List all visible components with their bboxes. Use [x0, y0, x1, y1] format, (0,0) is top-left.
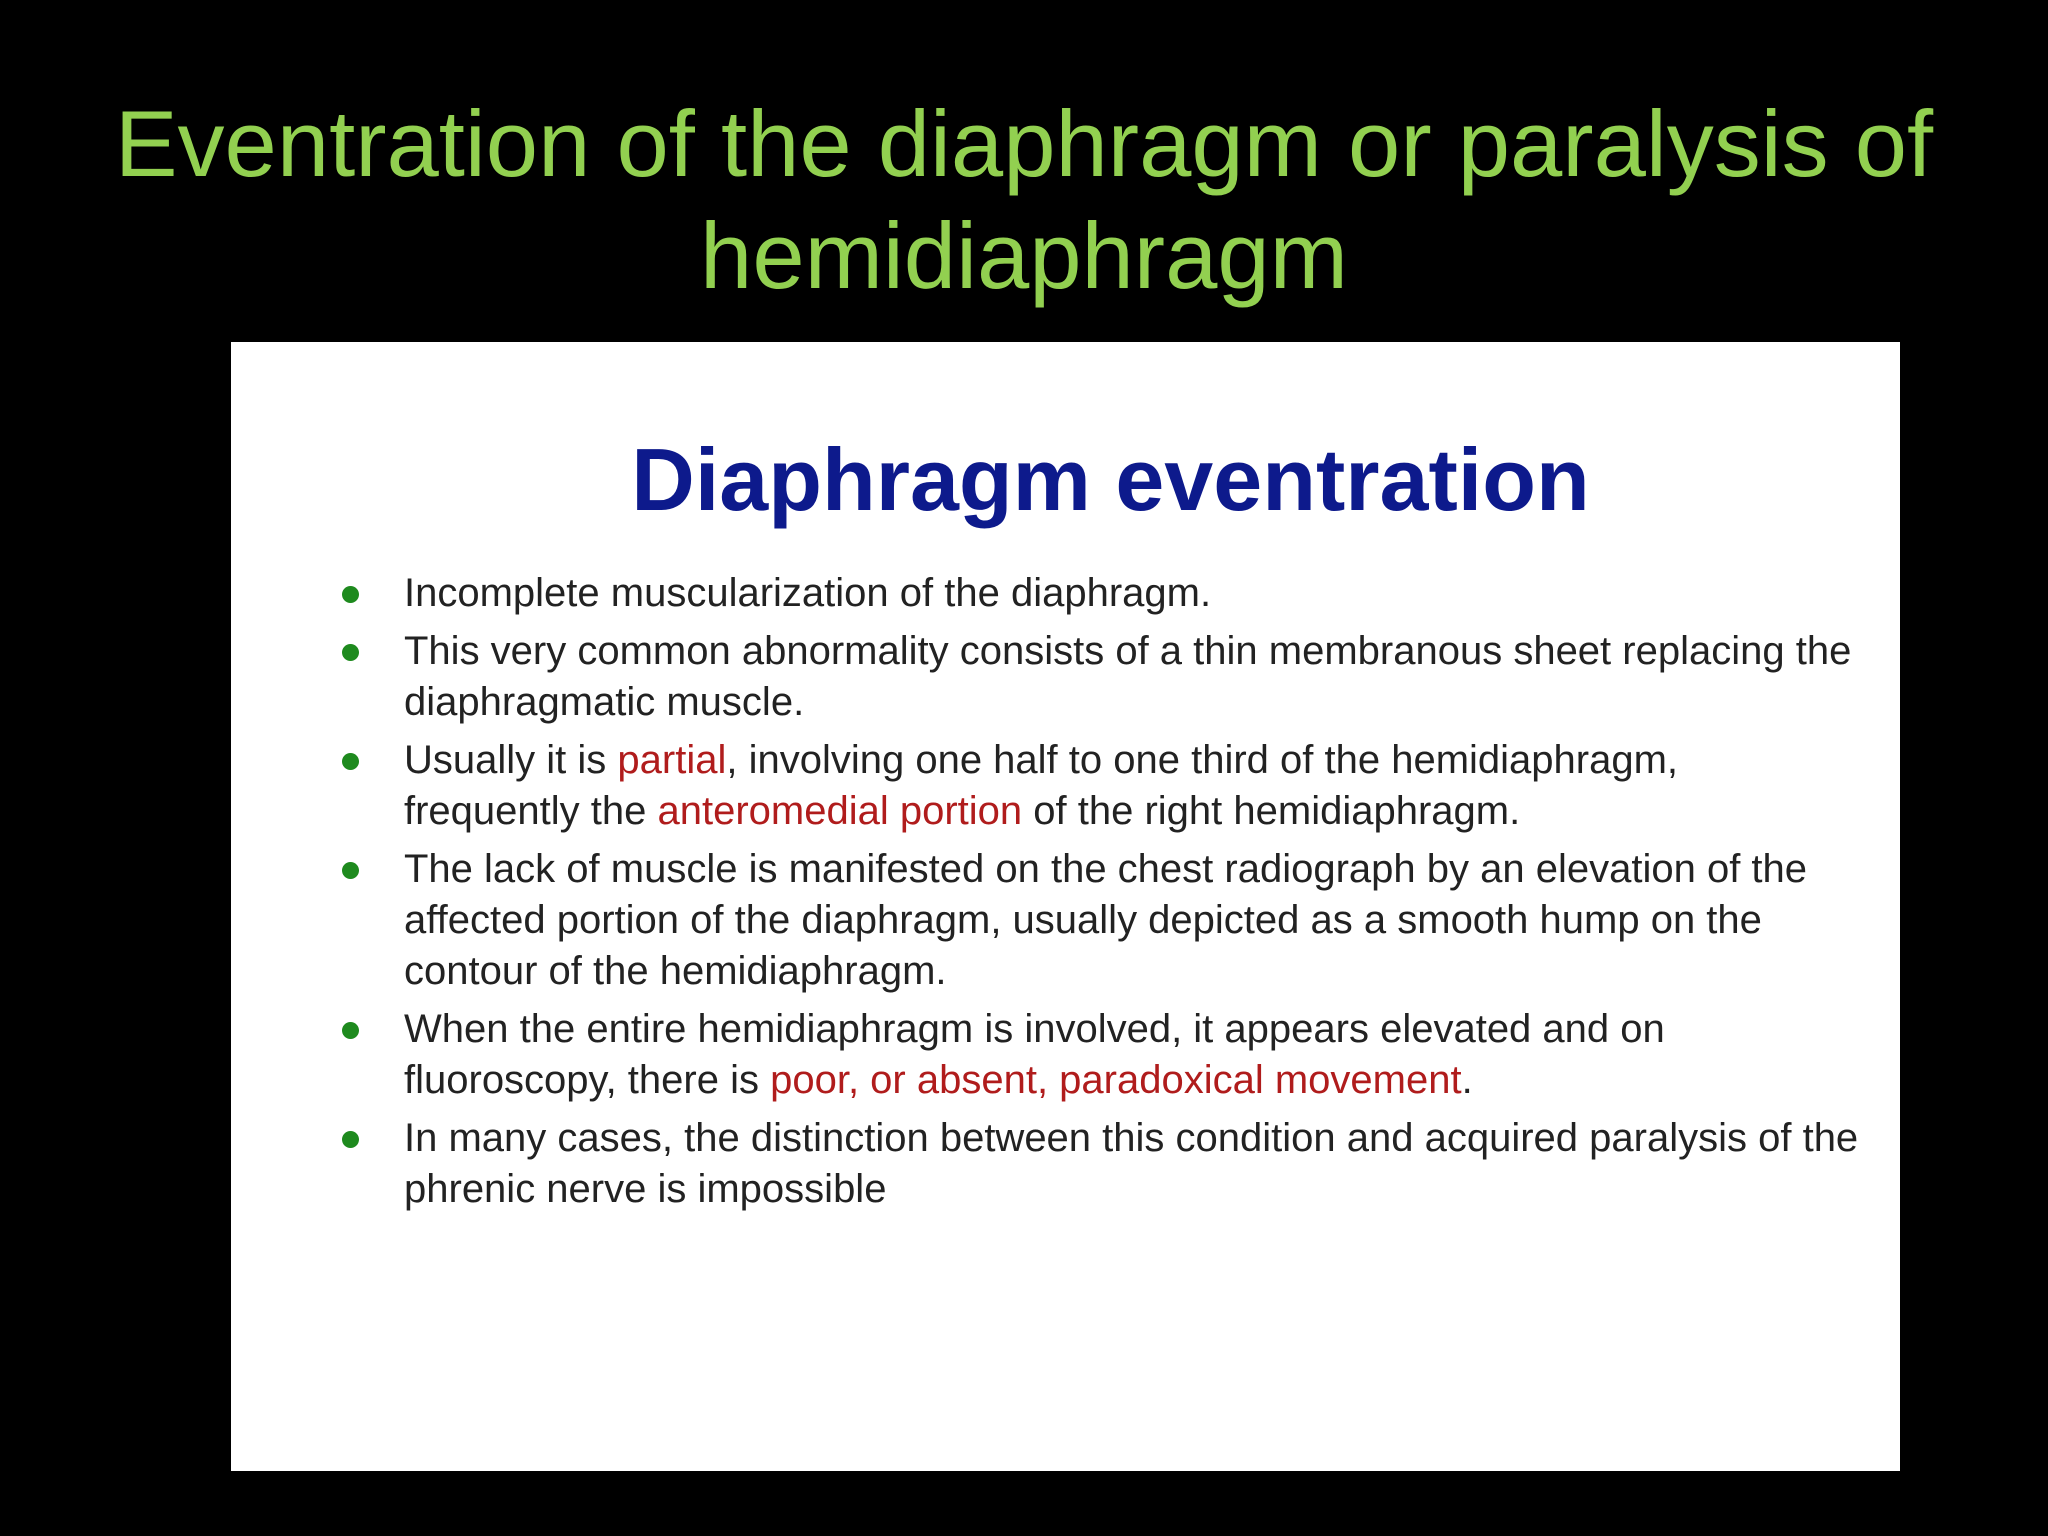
slide-title: Eventration of the diaphragm or paralysis of hemidiaphragm: [114, 91, 1934, 308]
bullet-dot-icon: [342, 753, 359, 770]
bullet-dot-icon: [342, 586, 359, 603]
bullet-text: Usually it is: [404, 738, 618, 782]
bullet-text: This very common abnormality consists of a thin membranous sheet replacing the diaphragmatic muscle.: [404, 629, 1852, 724]
bullet-list: [340, 568, 1860, 1222]
bullet-text: The lack of muscle is manifested on the chest radiograph by an elevation of the affected portion of the diaphragm, usually depicted as a smooth hump on the contour of the hemidiaphragm.: [404, 847, 1808, 993]
panel-heading: Diaphragm eventration: [631, 430, 1590, 529]
bullet-item: [340, 568, 1860, 619]
bullet-text: .: [1461, 1058, 1473, 1102]
bullet-dot-icon: [342, 644, 359, 661]
bullet-text: of the right hemidiaphragm.: [1022, 789, 1521, 833]
bullet-text: In many cases, the distinction between this condition and acquired paralysis of the phrenic nerve is impossible: [404, 1116, 1859, 1211]
content-panel: [231, 342, 1900, 1471]
bullet-text: When the entire hemidiaphragm is involved, it appears elevated and on fluoroscopy, there is: [404, 1007, 1665, 1102]
bullet-dot-icon: [342, 862, 359, 879]
bullet-dot-icon: [342, 1022, 359, 1039]
highlight-text: poor, or absent, paradoxical movement: [770, 1058, 1462, 1102]
bullet-item: [340, 735, 1860, 837]
bullet-text: , involving one half to one third of the hemidiaphragm, frequently the: [404, 738, 1679, 833]
bullet-item: [340, 1113, 1860, 1215]
bullet-text: Incomplete muscularization of the diaphragm.: [404, 571, 1212, 615]
highlight-text: anteromedial portion: [657, 789, 1023, 833]
highlight-text: partial: [617, 738, 727, 782]
bullet-item: [340, 626, 1860, 728]
bullet-dot-icon: [342, 1131, 359, 1148]
bullet-item: [340, 844, 1860, 997]
bullet-item: [340, 1004, 1860, 1106]
